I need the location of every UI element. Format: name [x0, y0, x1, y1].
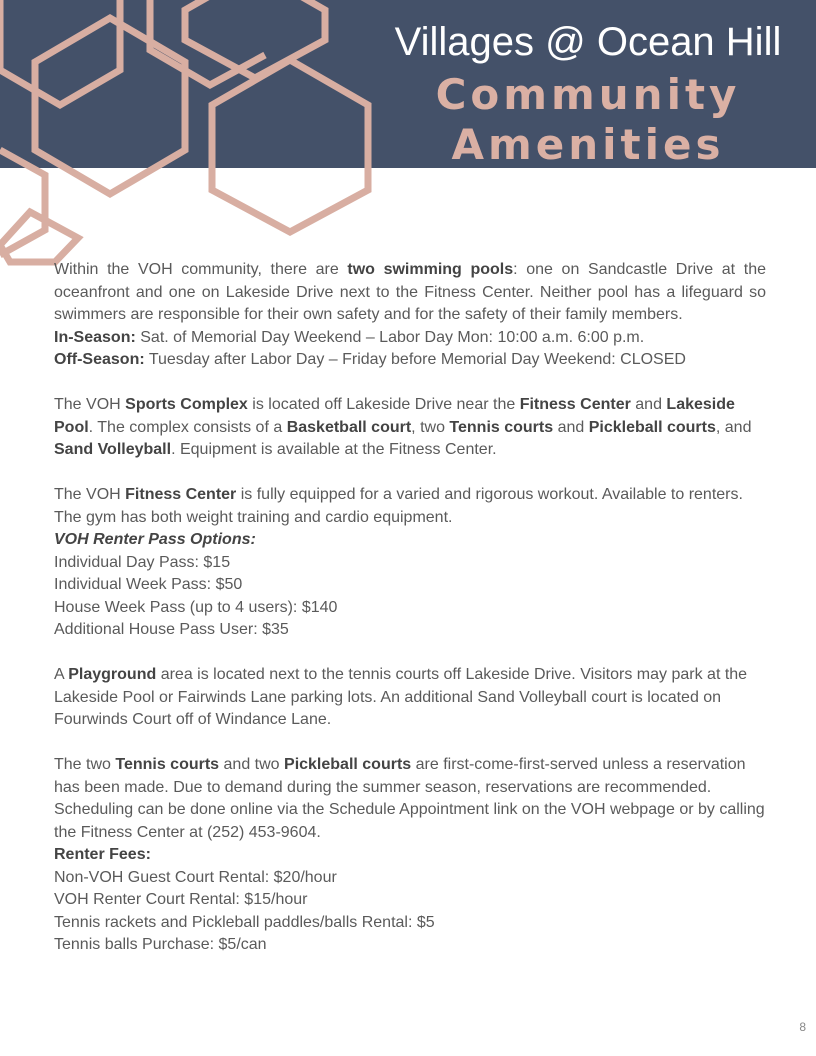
bold-run: Basketball court [286, 418, 412, 436]
text-run: The VOH [54, 396, 126, 413]
bold-run: Playground [68, 666, 157, 683]
bold-run: Sand Volleyball [54, 441, 172, 458]
bold-run: two swimming pools [347, 261, 514, 278]
pools-paragraph [54, 259, 766, 327]
fee-item: Tennis balls Purchase: $5/can [54, 936, 267, 953]
text-run: . Equipment is available at the Fitness Center. [171, 441, 497, 458]
playground-paragraph [54, 664, 766, 732]
text-run: A [54, 666, 69, 683]
bold-run: Lakeside Pool [54, 396, 735, 436]
text-run: : one on Sandcastle Drive at the oceanfront and one on Lakeside Drive next to the Fitness Center. Neither pool has a lifeguard so swimmers are responsible for their own safety and for the safety of their family members. [54, 261, 766, 323]
off-season-text: Tuesday after Labor Day – Friday before Memorial Day Weekend: CLOSED [144, 351, 686, 368]
text-run: is fully equipped for a varied and rigorous workout. Available to renters. The gym has both weight training and cardio equipment. [54, 486, 743, 526]
text-run: Within the VOH community, there are [54, 261, 348, 278]
off-season-label: Off-Season: [54, 351, 145, 368]
text-run: The two [54, 756, 116, 773]
text-run: The VOH [54, 486, 126, 503]
document-body [54, 259, 766, 979]
courts-paragraph [54, 754, 766, 844]
bold-run: Tennis courts [449, 418, 554, 436]
pass-option: Individual Week Pass: $50 [54, 576, 243, 593]
bold-run: Pickleball courts [284, 756, 412, 773]
off-season-hours [54, 349, 766, 372]
pass-options-heading: VOH Renter Pass Options: [54, 531, 256, 548]
in-season-hours [54, 327, 766, 350]
fitness-section [54, 484, 766, 642]
text-run: is located off Lakeside Drive near the [247, 396, 520, 413]
text-run: and [553, 418, 589, 436]
bold-run: Tennis courts [115, 756, 220, 773]
sports-complex-paragraph [54, 394, 766, 462]
text-run: and two [219, 756, 285, 773]
pass-option: House Week Pass (up to 4 users): $140 [54, 598, 338, 616]
bold-run: Fitness Center [519, 396, 631, 413]
bold-run: Pickleball courts [588, 418, 716, 436]
courts-section [54, 754, 766, 957]
text-run: . The complex consists of a [88, 418, 287, 436]
hexagon-pattern-decoration [0, 0, 380, 280]
title-community: Community [435, 70, 741, 119]
in-season-text: Sat. of Memorial Day Weekend – Labor Day Mon: 10:00 a.m. 6:00 p.m. [135, 328, 645, 346]
text-run: , and [715, 418, 752, 436]
hexagon-shape [0, 0, 120, 105]
fee-item: VOH Renter Court Rental: $15/hour [54, 891, 308, 908]
text-run: area is located next to the tennis courts off Lakeside Drive. Visitors may park at the Lakeside Pool or Fairwinds Lane parking lots. An additional Sand Volleyball court is located on Fourwinds Court off of Windance Lane. [54, 666, 748, 728]
text-run: and [630, 396, 667, 413]
text-run: are first-come-first-served unless a reservation has been made. Due to demand during the summer season, reservations are recommended. Scheduling can be done online via the Schedule Appointment link on the VOH webpage or by calling the Fitness Center at (252) 453-9604. [54, 756, 765, 841]
fee-item: Tennis rackets and Pickleball paddles/balls Rental: $5 [54, 913, 435, 931]
text-run: , two [411, 418, 450, 436]
title-block [360, 14, 816, 170]
renter-fees-heading: Renter Fees: [54, 846, 151, 863]
title-community-name: Villages @ Ocean Hill [394, 20, 782, 64]
page-number: 8 [799, 1020, 806, 1034]
bold-run: Fitness Center [125, 486, 237, 503]
hexagon-shape [212, 60, 368, 232]
in-season-label: In-Season: [54, 328, 136, 346]
bold-run: Sports Complex [125, 396, 248, 413]
fee-item: Non-VOH Guest Court Rental: $20/hour [54, 868, 337, 886]
pools-section [54, 259, 766, 372]
pass-option: Additional House Pass User: $35 [54, 621, 289, 638]
title-amenities: Amenities [451, 120, 725, 169]
pass-option: Individual Day Pass: $15 [54, 553, 231, 571]
fitness-paragraph [54, 484, 766, 529]
